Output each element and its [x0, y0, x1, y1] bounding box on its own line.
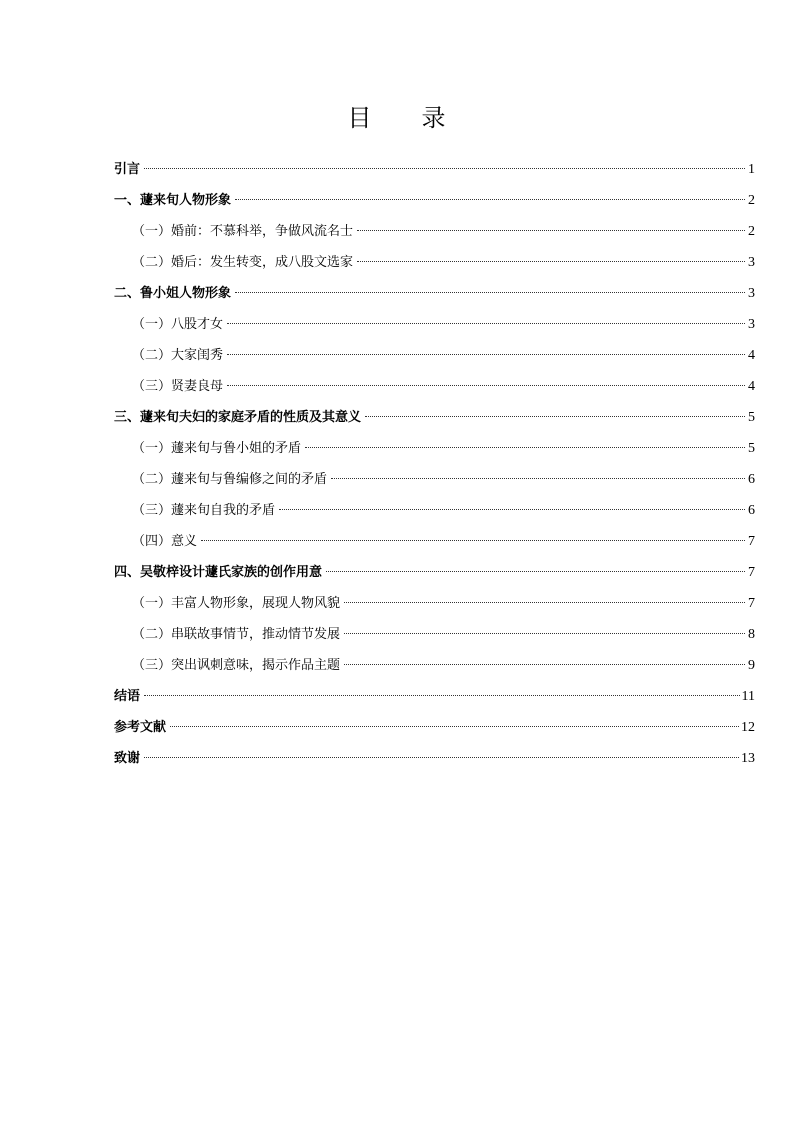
toc-entry-label: 结语	[114, 689, 141, 704]
toc-section-entry[interactable]	[114, 619, 755, 650]
toc-entry-label: （一）丰富人物形象，展现人物风貌	[132, 596, 341, 611]
toc-page-number: 13	[741, 751, 755, 766]
toc-chapter-entry[interactable]	[114, 712, 755, 743]
toc-entry-label: （二）蘧来旬与鲁编修之间的矛盾	[132, 472, 328, 487]
toc-dot-leader	[344, 601, 745, 603]
toc-page-number: 3	[748, 255, 755, 270]
toc-section-entry[interactable]	[114, 495, 755, 526]
toc-entry-label: （三）贤妻良母	[132, 379, 224, 394]
title-char-2: 录	[421, 104, 446, 132]
toc-entry-label: 三、蘧来旬夫妇的家庭矛盾的性质及其意义	[114, 410, 362, 425]
toc-section-entry[interactable]	[114, 526, 755, 557]
toc-page-number: 2	[748, 193, 755, 208]
toc-entry-label: （二）串联故事情节，推动情节发展	[132, 627, 341, 642]
toc-section-entry[interactable]	[114, 371, 755, 402]
toc-page-number: 2	[748, 224, 755, 239]
toc-section-entry[interactable]	[114, 588, 755, 619]
toc-dot-leader	[344, 663, 745, 665]
toc-dot-leader	[144, 167, 745, 169]
toc-entry-label: 参考文献	[114, 720, 167, 735]
toc-entry-label: （一）八股才女	[132, 317, 224, 332]
toc-dot-leader	[357, 260, 745, 262]
toc-section-entry[interactable]	[114, 340, 755, 371]
toc-dot-leader	[279, 508, 745, 510]
toc-page-number: 7	[748, 596, 755, 611]
toc-entry-label: 一、蘧来旬人物形象	[114, 193, 232, 208]
toc-section-entry[interactable]	[114, 464, 755, 495]
toc-dot-leader	[144, 694, 740, 696]
table-of-contents	[114, 154, 755, 774]
toc-page-number: 3	[748, 286, 755, 301]
toc-page-number: 11	[741, 689, 755, 704]
toc-dot-leader	[344, 632, 745, 634]
toc-chapter-entry[interactable]	[114, 278, 755, 309]
toc-entry-label: （三）蘧来旬自我的矛盾	[132, 503, 276, 518]
toc-dot-leader	[227, 322, 745, 324]
toc-page-number: 6	[748, 472, 755, 487]
toc-dot-leader	[235, 291, 745, 293]
toc-page-number: 3	[748, 317, 755, 332]
toc-dot-leader	[201, 539, 745, 541]
toc-page-number: 7	[748, 534, 755, 549]
toc-entry-label: 致谢	[114, 751, 141, 766]
toc-chapter-entry[interactable]	[114, 681, 755, 712]
toc-page-number: 1	[748, 162, 755, 177]
toc-page-number: 4	[748, 348, 755, 363]
toc-dot-leader	[227, 384, 745, 386]
toc-entry-label: （四）意义	[132, 534, 198, 549]
toc-dot-leader	[365, 415, 745, 417]
toc-dot-leader	[227, 353, 745, 355]
toc-section-entry[interactable]	[114, 650, 755, 681]
toc-page-number: 9	[748, 658, 755, 673]
toc-entry-label: 四、吴敬梓设计蘧氏家族的创作用意	[114, 565, 323, 580]
toc-dot-leader	[305, 446, 745, 448]
toc-section-entry[interactable]	[114, 309, 755, 340]
toc-chapter-entry[interactable]	[114, 743, 755, 774]
toc-section-entry[interactable]	[114, 433, 755, 464]
toc-entry-label: （三）突出讽刺意味，揭示作品主题	[132, 658, 341, 673]
toc-chapter-entry[interactable]	[114, 557, 755, 588]
title-char-1: 目	[347, 104, 372, 132]
page-title	[0, 98, 793, 133]
toc-dot-leader	[326, 570, 745, 572]
toc-entry-label: （二）大家闺秀	[132, 348, 224, 363]
toc-dot-leader	[144, 756, 739, 758]
toc-page-number: 4	[748, 379, 755, 394]
toc-page-number: 6	[748, 503, 755, 518]
toc-chapter-entry[interactable]	[114, 185, 755, 216]
toc-dot-leader	[357, 229, 745, 231]
toc-chapter-entry[interactable]	[114, 154, 755, 185]
toc-dot-leader	[331, 477, 745, 479]
toc-entry-label: 二、鲁小姐人物形象	[114, 286, 232, 301]
toc-dot-leader	[235, 198, 745, 200]
toc-chapter-entry[interactable]	[114, 402, 755, 433]
toc-entry-label: （一）蘧来旬与鲁小姐的矛盾	[132, 441, 302, 456]
toc-entry-label: （一）婚前：不慕科举，争做风流名士	[132, 224, 354, 239]
toc-section-entry[interactable]	[114, 216, 755, 247]
toc-page-number: 5	[748, 410, 755, 425]
toc-page-number: 8	[748, 627, 755, 642]
toc-page-number: 7	[748, 565, 755, 580]
toc-dot-leader	[170, 725, 739, 727]
toc-page-number: 12	[741, 720, 755, 735]
toc-entry-label: （二）婚后：发生转变，成八股文选家	[132, 255, 354, 270]
toc-page-number: 5	[748, 441, 755, 456]
toc-section-entry[interactable]	[114, 247, 755, 278]
toc-entry-label: 引言	[114, 162, 141, 177]
